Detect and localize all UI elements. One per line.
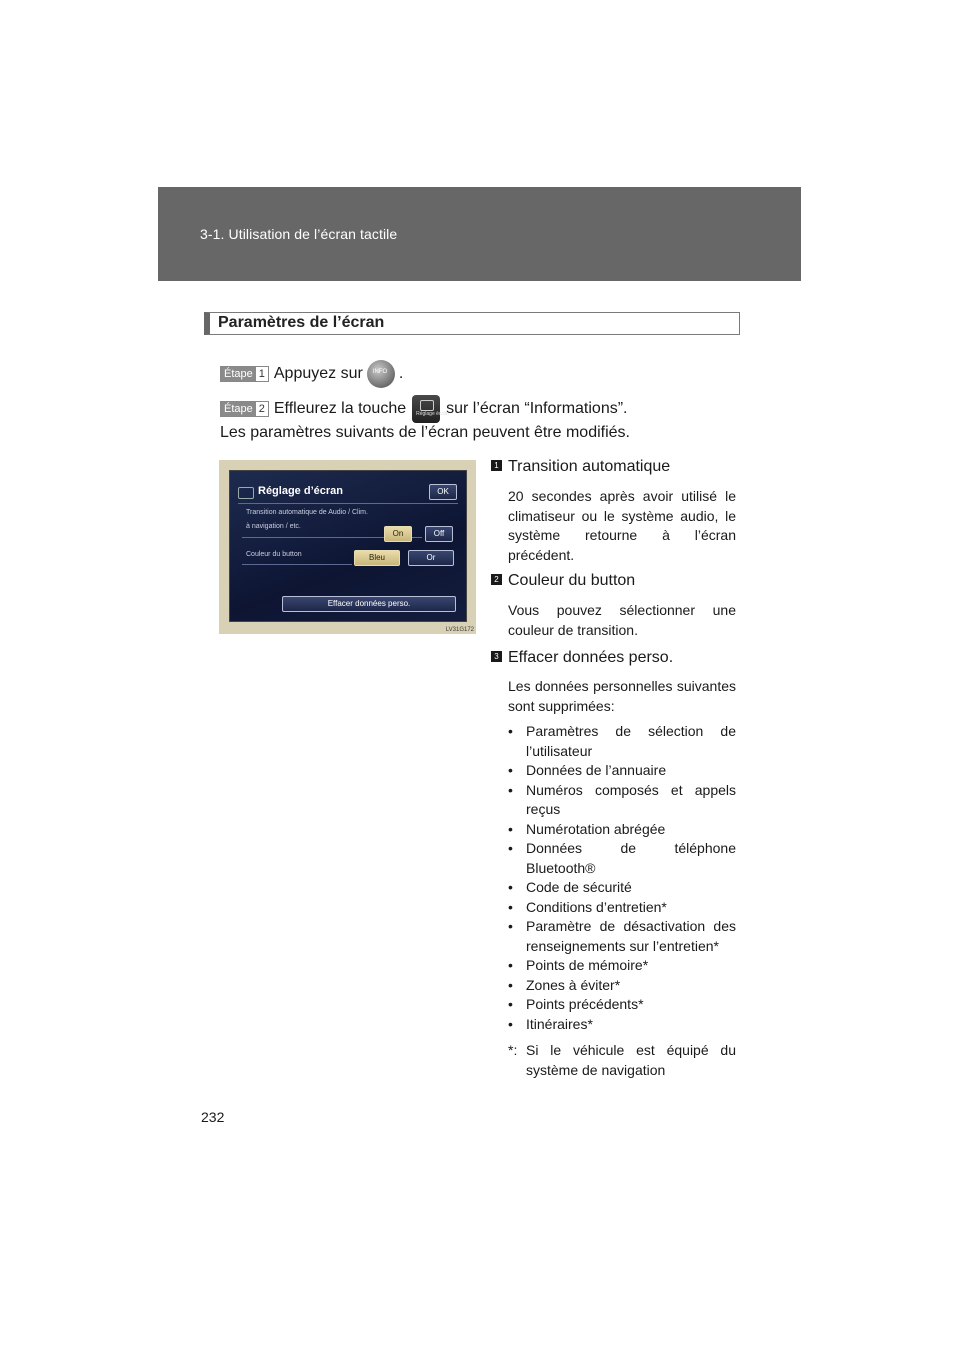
item-desc-3: Les données personnelles suivantes sont supprimées:	[508, 678, 736, 714]
step-1	[220, 360, 403, 388]
step-badge-number: 1	[256, 367, 268, 381]
intro-text: Les paramètres suivants de l’écran peuvent être modifiés.	[220, 424, 630, 441]
list-item: • Itinéraires*	[508, 1015, 593, 1032]
list-item: • Paramètre de désactivation des renseignements sur l’entretien*	[508, 918, 736, 954]
list-item: • Paramètres de sélection de l’utilisateur	[508, 723, 736, 759]
info-button-icon	[367, 360, 395, 388]
color-blue-button[interactable]: Bleu	[354, 550, 400, 566]
screen-settings-button-icon	[412, 395, 449, 423]
list-item: • Données de téléphone Bluetooth®	[508, 840, 736, 876]
screen-figure	[219, 460, 476, 634]
screen-settings-button-label: Réglage écran	[416, 411, 449, 417]
step-badge	[220, 366, 269, 382]
item-number-1: 1	[491, 460, 502, 471]
step-badge	[220, 401, 269, 417]
item-number-2: 2	[491, 574, 502, 585]
screen-header	[238, 483, 458, 504]
list-item: • Données de l’annuaire	[508, 762, 667, 778]
color-gold-button[interactable]: Or	[408, 550, 454, 566]
list-item: • Zones à éviter*	[508, 976, 621, 993]
list-item: • Numéros composés et appels reçus	[508, 781, 736, 817]
footnote-mark: *:	[508, 1042, 518, 1058]
transition-on-button[interactable]: On	[384, 526, 412, 542]
transition-label-line1: Transition automatique de Audio / Clim.	[246, 509, 368, 516]
screen-settings-icon	[238, 487, 254, 499]
ok-button[interactable]: OK	[429, 484, 457, 500]
list-item: • Numérotation abrégée	[508, 820, 666, 837]
step-badge-number: 2	[256, 402, 268, 416]
item-title-2: Couleur du button	[508, 572, 636, 589]
section-title: Paramètres de l’écran	[218, 314, 385, 331]
screen-glyph-icon	[420, 400, 434, 411]
item-desc-2: Vous pouvez sélectionner une couleur de transition.	[508, 602, 736, 638]
transition-off-button[interactable]: Off	[425, 526, 453, 542]
page-number: 232	[201, 1109, 225, 1125]
footnote	[508, 1041, 736, 1080]
divider	[242, 564, 352, 565]
screen-settings-display	[229, 470, 467, 622]
figure-code: LV31G172	[445, 627, 474, 633]
step-text: Appuyez sur	[273, 365, 363, 382]
step-2	[220, 395, 628, 423]
item-title-3: Effacer données perso.	[508, 649, 674, 666]
item-desc-1: 20 secondes après avoir utilisé le climatiseur ou le système audio, le système retourne à l’écran précédent.	[508, 488, 736, 563]
list-item: • Points de mémoire*	[508, 957, 649, 973]
delete-personal-data-button[interactable]: Effacer données perso.	[282, 596, 456, 612]
step-text-after: .	[398, 365, 404, 382]
transition-label-line2: à navigation / etc.	[246, 523, 301, 530]
list-item: • Conditions d’entretien*	[508, 898, 667, 915]
list-item: • Code de sécurité	[508, 879, 632, 895]
step-badge-word: Étape	[221, 367, 256, 381]
info-button-label: INFO	[372, 369, 388, 375]
item-number-3: 3	[491, 651, 502, 662]
screen-title: Réglage d’écran	[258, 485, 343, 497]
step-text: Effleurez la touche	[273, 400, 407, 417]
bullet-list	[508, 722, 736, 1034]
step-text-after: sur l’écran “Informations”.	[446, 400, 628, 417]
header-band	[158, 187, 801, 281]
footnote-text: Si le véhicule est équipé du système de navigation	[526, 1042, 736, 1078]
breadcrumb: 3-1. Utilisation de l’écran tactile	[200, 226, 398, 242]
item-title-1: Transition automatique	[508, 458, 671, 475]
color-label: Couleur du button	[246, 551, 302, 558]
section-title-box	[204, 312, 740, 335]
list-item: • Points précédents*	[508, 996, 644, 1012]
step-badge-word: Étape	[221, 402, 256, 416]
